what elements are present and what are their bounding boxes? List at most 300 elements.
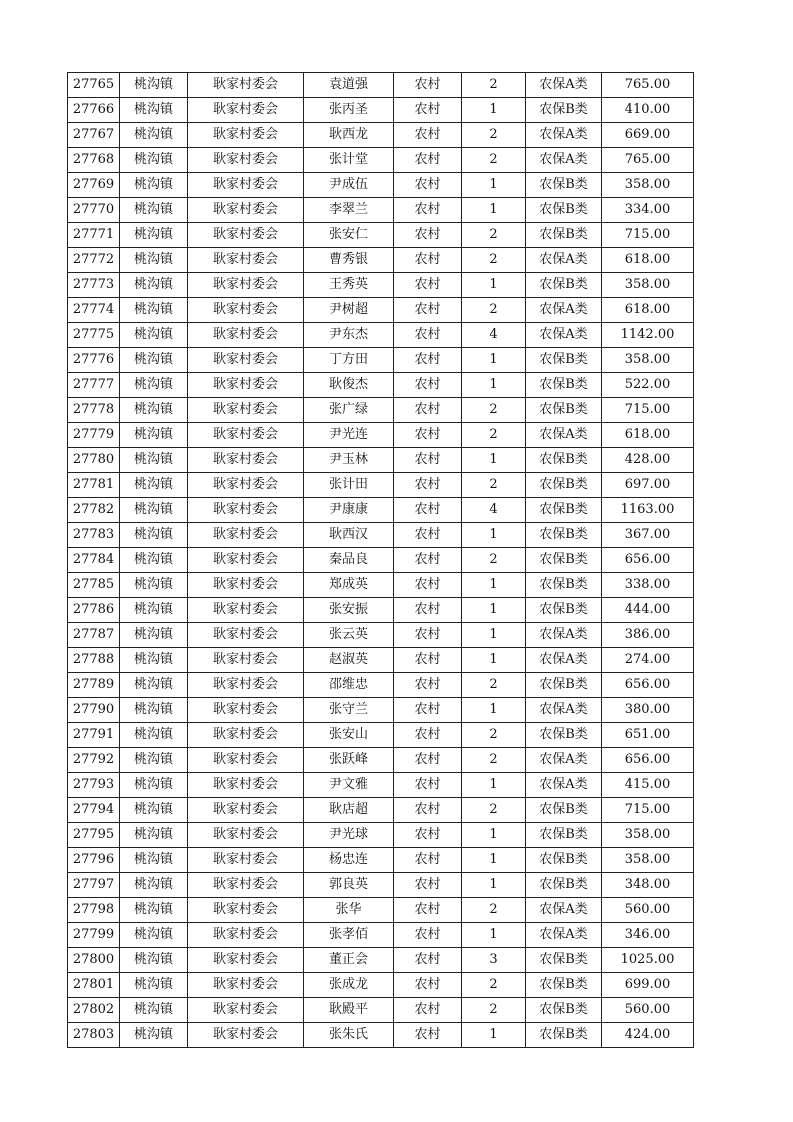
record-id-cell: 27794 xyxy=(68,798,120,823)
record-id-cell: 27802 xyxy=(68,998,120,1023)
table-row xyxy=(68,248,694,273)
person-name-cell: 耿西龙 xyxy=(304,123,394,148)
residence-type-cell: 农村 xyxy=(394,473,462,498)
person-name-cell: 张云英 xyxy=(304,623,394,648)
residence-type-cell: 农村 xyxy=(394,423,462,448)
village-committee-cell: 耿家村委会 xyxy=(188,323,304,348)
village-committee-cell: 耿家村委会 xyxy=(188,98,304,123)
household-size-cell: 1 xyxy=(462,173,526,198)
person-name-cell: 袁道强 xyxy=(304,73,394,98)
household-size-cell: 1 xyxy=(462,648,526,673)
person-name-cell: 耿西汉 xyxy=(304,523,394,548)
town-cell: 桃沟镇 xyxy=(120,848,188,873)
person-name-cell: 张计田 xyxy=(304,473,394,498)
person-name-cell: 耿殿平 xyxy=(304,998,394,1023)
insurance-category-cell: 农保A类 xyxy=(526,748,602,773)
table-row xyxy=(68,948,694,973)
residence-type-cell: 农村 xyxy=(394,73,462,98)
town-cell: 桃沟镇 xyxy=(120,523,188,548)
table-row xyxy=(68,298,694,323)
town-cell: 桃沟镇 xyxy=(120,323,188,348)
town-cell: 桃沟镇 xyxy=(120,473,188,498)
town-cell: 桃沟镇 xyxy=(120,98,188,123)
amount-cell: 415.00 xyxy=(602,773,694,798)
village-committee-cell: 耿家村委会 xyxy=(188,723,304,748)
town-cell: 桃沟镇 xyxy=(120,173,188,198)
amount-cell: 651.00 xyxy=(602,723,694,748)
household-size-cell: 1 xyxy=(462,823,526,848)
amount-cell: 358.00 xyxy=(602,348,694,373)
insurance-category-cell: 农保B类 xyxy=(526,523,602,548)
town-cell: 桃沟镇 xyxy=(120,1023,188,1048)
residence-type-cell: 农村 xyxy=(394,373,462,398)
record-id-cell: 27781 xyxy=(68,473,120,498)
town-cell: 桃沟镇 xyxy=(120,298,188,323)
village-committee-cell: 耿家村委会 xyxy=(188,673,304,698)
household-size-cell: 2 xyxy=(462,298,526,323)
residence-type-cell: 农村 xyxy=(394,198,462,223)
table-row xyxy=(68,623,694,648)
household-size-cell: 3 xyxy=(462,948,526,973)
residence-type-cell: 农村 xyxy=(394,148,462,173)
table-row xyxy=(68,198,694,223)
record-id-cell: 27795 xyxy=(68,823,120,848)
table-body xyxy=(68,73,694,1048)
residence-type-cell: 农村 xyxy=(394,698,462,723)
insurance-category-cell: 农保A类 xyxy=(526,923,602,948)
record-id-cell: 27769 xyxy=(68,173,120,198)
village-committee-cell: 耿家村委会 xyxy=(188,248,304,273)
town-cell: 桃沟镇 xyxy=(120,998,188,1023)
table-row xyxy=(68,98,694,123)
record-id-cell: 27770 xyxy=(68,198,120,223)
insurance-category-cell: 农保B类 xyxy=(526,173,602,198)
insurance-category-cell: 农保B类 xyxy=(526,573,602,598)
village-committee-cell: 耿家村委会 xyxy=(188,623,304,648)
town-cell: 桃沟镇 xyxy=(120,198,188,223)
village-committee-cell: 耿家村委会 xyxy=(188,123,304,148)
household-size-cell: 2 xyxy=(462,223,526,248)
residence-type-cell: 农村 xyxy=(394,248,462,273)
residence-type-cell: 农村 xyxy=(394,923,462,948)
record-id-cell: 27767 xyxy=(68,123,120,148)
person-name-cell: 曹秀银 xyxy=(304,248,394,273)
table-row xyxy=(68,873,694,898)
person-name-cell: 张华 xyxy=(304,898,394,923)
table-row xyxy=(68,123,694,148)
residence-type-cell: 农村 xyxy=(394,898,462,923)
record-id-cell: 27772 xyxy=(68,248,120,273)
residence-type-cell: 农村 xyxy=(394,273,462,298)
household-size-cell: 2 xyxy=(462,998,526,1023)
household-size-cell: 1 xyxy=(462,773,526,798)
residence-type-cell: 农村 xyxy=(394,973,462,998)
table-row xyxy=(68,973,694,998)
household-size-cell: 2 xyxy=(462,548,526,573)
residence-type-cell: 农村 xyxy=(394,223,462,248)
village-committee-cell: 耿家村委会 xyxy=(188,873,304,898)
record-id-cell: 27766 xyxy=(68,98,120,123)
household-size-cell: 2 xyxy=(462,248,526,273)
household-size-cell: 2 xyxy=(462,748,526,773)
town-cell: 桃沟镇 xyxy=(120,498,188,523)
town-cell: 桃沟镇 xyxy=(120,448,188,473)
person-name-cell: 尹光球 xyxy=(304,823,394,848)
person-name-cell: 邵维忠 xyxy=(304,673,394,698)
town-cell: 桃沟镇 xyxy=(120,248,188,273)
town-cell: 桃沟镇 xyxy=(120,723,188,748)
residence-type-cell: 农村 xyxy=(394,998,462,1023)
table-row xyxy=(68,323,694,348)
insurance-category-cell: 农保B类 xyxy=(526,723,602,748)
amount-cell: 699.00 xyxy=(602,973,694,998)
residence-type-cell: 农村 xyxy=(394,748,462,773)
insurance-category-cell: 农保B类 xyxy=(526,1023,602,1048)
residence-type-cell: 农村 xyxy=(394,298,462,323)
person-name-cell: 丁方田 xyxy=(304,348,394,373)
town-cell: 桃沟镇 xyxy=(120,73,188,98)
record-id-cell: 27774 xyxy=(68,298,120,323)
person-name-cell: 张安山 xyxy=(304,723,394,748)
amount-cell: 656.00 xyxy=(602,673,694,698)
town-cell: 桃沟镇 xyxy=(120,148,188,173)
residence-type-cell: 农村 xyxy=(394,323,462,348)
insurance-category-cell: 农保A类 xyxy=(526,773,602,798)
record-id-cell: 27798 xyxy=(68,898,120,923)
person-name-cell: 尹东杰 xyxy=(304,323,394,348)
amount-cell: 522.00 xyxy=(602,373,694,398)
town-cell: 桃沟镇 xyxy=(120,798,188,823)
residence-type-cell: 农村 xyxy=(394,798,462,823)
household-size-cell: 1 xyxy=(462,198,526,223)
household-size-cell: 1 xyxy=(462,573,526,598)
household-size-cell: 2 xyxy=(462,973,526,998)
insurance-category-cell: 农保B类 xyxy=(526,823,602,848)
residence-type-cell: 农村 xyxy=(394,1023,462,1048)
insurance-category-cell: 农保A类 xyxy=(526,298,602,323)
town-cell: 桃沟镇 xyxy=(120,948,188,973)
person-name-cell: 尹树超 xyxy=(304,298,394,323)
person-name-cell: 秦品良 xyxy=(304,548,394,573)
village-committee-cell: 耿家村委会 xyxy=(188,823,304,848)
town-cell: 桃沟镇 xyxy=(120,623,188,648)
record-id-cell: 27787 xyxy=(68,623,120,648)
village-committee-cell: 耿家村委会 xyxy=(188,348,304,373)
residence-type-cell: 农村 xyxy=(394,573,462,598)
table-row xyxy=(68,573,694,598)
person-name-cell: 郭良英 xyxy=(304,873,394,898)
person-name-cell: 尹康康 xyxy=(304,498,394,523)
household-size-cell: 2 xyxy=(462,798,526,823)
amount-cell: 274.00 xyxy=(602,648,694,673)
person-name-cell: 李翠兰 xyxy=(304,198,394,223)
table-row xyxy=(68,1023,694,1048)
town-cell: 桃沟镇 xyxy=(120,748,188,773)
town-cell: 桃沟镇 xyxy=(120,873,188,898)
household-size-cell: 1 xyxy=(462,273,526,298)
person-name-cell: 张朱氏 xyxy=(304,1023,394,1048)
household-size-cell: 2 xyxy=(462,473,526,498)
residence-type-cell: 农村 xyxy=(394,123,462,148)
person-name-cell: 尹文雅 xyxy=(304,773,394,798)
amount-cell: 358.00 xyxy=(602,848,694,873)
household-size-cell: 1 xyxy=(462,623,526,648)
village-committee-cell: 耿家村委会 xyxy=(188,773,304,798)
village-committee-cell: 耿家村委会 xyxy=(188,173,304,198)
amount-cell: 428.00 xyxy=(602,448,694,473)
table-row xyxy=(68,473,694,498)
household-size-cell: 1 xyxy=(462,873,526,898)
amount-cell: 715.00 xyxy=(602,398,694,423)
insurance-category-cell: 农保B类 xyxy=(526,848,602,873)
residence-type-cell: 农村 xyxy=(394,723,462,748)
record-id-cell: 27771 xyxy=(68,223,120,248)
residence-type-cell: 农村 xyxy=(394,398,462,423)
record-id-cell: 27803 xyxy=(68,1023,120,1048)
amount-cell: 656.00 xyxy=(602,748,694,773)
insurance-category-cell: 农保B类 xyxy=(526,273,602,298)
record-id-cell: 27783 xyxy=(68,523,120,548)
village-committee-cell: 耿家村委会 xyxy=(188,373,304,398)
insurance-category-cell: 农保A类 xyxy=(526,148,602,173)
amount-cell: 1025.00 xyxy=(602,948,694,973)
residence-type-cell: 农村 xyxy=(394,623,462,648)
amount-cell: 1163.00 xyxy=(602,498,694,523)
person-name-cell: 尹光连 xyxy=(304,423,394,448)
village-committee-cell: 耿家村委会 xyxy=(188,498,304,523)
insurance-category-cell: 农保A类 xyxy=(526,248,602,273)
insurance-category-cell: 农保B类 xyxy=(526,498,602,523)
record-id-cell: 27768 xyxy=(68,148,120,173)
table-row xyxy=(68,998,694,1023)
insurance-category-cell: 农保A类 xyxy=(526,323,602,348)
town-cell: 桃沟镇 xyxy=(120,423,188,448)
residence-type-cell: 农村 xyxy=(394,448,462,473)
amount-cell: 386.00 xyxy=(602,623,694,648)
village-committee-cell: 耿家村委会 xyxy=(188,748,304,773)
town-cell: 桃沟镇 xyxy=(120,548,188,573)
insurance-category-cell: 农保A类 xyxy=(526,423,602,448)
town-cell: 桃沟镇 xyxy=(120,573,188,598)
person-name-cell: 杨忠连 xyxy=(304,848,394,873)
residence-type-cell: 农村 xyxy=(394,848,462,873)
amount-cell: 697.00 xyxy=(602,473,694,498)
amount-cell: 410.00 xyxy=(602,98,694,123)
record-id-cell: 27792 xyxy=(68,748,120,773)
residence-type-cell: 农村 xyxy=(394,773,462,798)
village-committee-cell: 耿家村委会 xyxy=(188,523,304,548)
household-size-cell: 1 xyxy=(462,98,526,123)
record-id-cell: 27775 xyxy=(68,323,120,348)
amount-cell: 715.00 xyxy=(602,798,694,823)
amount-cell: 444.00 xyxy=(602,598,694,623)
person-name-cell: 郑成英 xyxy=(304,573,394,598)
residence-type-cell: 农村 xyxy=(394,598,462,623)
village-committee-cell: 耿家村委会 xyxy=(188,223,304,248)
record-id-cell: 27796 xyxy=(68,848,120,873)
amount-cell: 358.00 xyxy=(602,823,694,848)
table-row xyxy=(68,223,694,248)
insurance-category-cell: 农保B类 xyxy=(526,873,602,898)
amount-cell: 618.00 xyxy=(602,423,694,448)
residence-type-cell: 农村 xyxy=(394,173,462,198)
insurance-category-cell: 农保A类 xyxy=(526,898,602,923)
insurance-category-cell: 农保B类 xyxy=(526,448,602,473)
household-size-cell: 1 xyxy=(462,373,526,398)
town-cell: 桃沟镇 xyxy=(120,648,188,673)
record-id-cell: 27799 xyxy=(68,923,120,948)
table-row xyxy=(68,448,694,473)
amount-cell: 358.00 xyxy=(602,173,694,198)
record-id-cell: 27801 xyxy=(68,973,120,998)
residence-type-cell: 农村 xyxy=(394,498,462,523)
person-name-cell: 张跃峰 xyxy=(304,748,394,773)
residence-type-cell: 农村 xyxy=(394,823,462,848)
amount-cell: 669.00 xyxy=(602,123,694,148)
table-row xyxy=(68,498,694,523)
village-committee-cell: 耿家村委会 xyxy=(188,448,304,473)
table-row xyxy=(68,648,694,673)
household-size-cell: 1 xyxy=(462,848,526,873)
table-row xyxy=(68,398,694,423)
record-id-cell: 27782 xyxy=(68,498,120,523)
town-cell: 桃沟镇 xyxy=(120,598,188,623)
person-name-cell: 耿店超 xyxy=(304,798,394,823)
record-id-cell: 27797 xyxy=(68,873,120,898)
village-committee-cell: 耿家村委会 xyxy=(188,473,304,498)
village-committee-cell: 耿家村委会 xyxy=(188,998,304,1023)
table-row xyxy=(68,273,694,298)
village-committee-cell: 耿家村委会 xyxy=(188,1023,304,1048)
residence-type-cell: 农村 xyxy=(394,673,462,698)
table-row xyxy=(68,848,694,873)
person-name-cell: 张守兰 xyxy=(304,698,394,723)
person-name-cell: 耿俊杰 xyxy=(304,373,394,398)
table-row xyxy=(68,148,694,173)
town-cell: 桃沟镇 xyxy=(120,698,188,723)
table-row xyxy=(68,523,694,548)
record-id-cell: 27779 xyxy=(68,423,120,448)
residence-type-cell: 农村 xyxy=(394,98,462,123)
record-id-cell: 27791 xyxy=(68,723,120,748)
household-size-cell: 1 xyxy=(462,1023,526,1048)
insurance-category-cell: 农保B类 xyxy=(526,223,602,248)
town-cell: 桃沟镇 xyxy=(120,823,188,848)
amount-cell: 560.00 xyxy=(602,998,694,1023)
record-id-cell: 27785 xyxy=(68,573,120,598)
table-row xyxy=(68,173,694,198)
insurance-category-cell: 农保B类 xyxy=(526,973,602,998)
village-committee-cell: 耿家村委会 xyxy=(188,798,304,823)
table-row xyxy=(68,548,694,573)
person-name-cell: 张成龙 xyxy=(304,973,394,998)
household-size-cell: 1 xyxy=(462,598,526,623)
insurance-category-cell: 农保B类 xyxy=(526,598,602,623)
person-name-cell: 王秀英 xyxy=(304,273,394,298)
insurance-category-cell: 农保A类 xyxy=(526,648,602,673)
record-id-cell: 27765 xyxy=(68,73,120,98)
village-committee-cell: 耿家村委会 xyxy=(188,923,304,948)
table-row xyxy=(68,748,694,773)
amount-cell: 358.00 xyxy=(602,273,694,298)
person-name-cell: 赵淑英 xyxy=(304,648,394,673)
record-id-cell: 27793 xyxy=(68,773,120,798)
record-id-cell: 27780 xyxy=(68,448,120,473)
village-committee-cell: 耿家村委会 xyxy=(188,948,304,973)
person-name-cell: 张广绿 xyxy=(304,398,394,423)
amount-cell: 346.00 xyxy=(602,923,694,948)
town-cell: 桃沟镇 xyxy=(120,373,188,398)
town-cell: 桃沟镇 xyxy=(120,773,188,798)
amount-cell: 560.00 xyxy=(602,898,694,923)
subsidy-table xyxy=(67,72,694,1048)
town-cell: 桃沟镇 xyxy=(120,348,188,373)
amount-cell: 765.00 xyxy=(602,148,694,173)
household-size-cell: 2 xyxy=(462,898,526,923)
amount-cell: 715.00 xyxy=(602,223,694,248)
person-name-cell: 张孝佰 xyxy=(304,923,394,948)
village-committee-cell: 耿家村委会 xyxy=(188,298,304,323)
record-id-cell: 27778 xyxy=(68,398,120,423)
record-id-cell: 27773 xyxy=(68,273,120,298)
person-name-cell: 尹玉林 xyxy=(304,448,394,473)
town-cell: 桃沟镇 xyxy=(120,223,188,248)
town-cell: 桃沟镇 xyxy=(120,123,188,148)
residence-type-cell: 农村 xyxy=(394,523,462,548)
village-committee-cell: 耿家村委会 xyxy=(188,698,304,723)
record-id-cell: 27777 xyxy=(68,373,120,398)
record-id-cell: 27788 xyxy=(68,648,120,673)
record-id-cell: 27776 xyxy=(68,348,120,373)
insurance-category-cell: 农保A类 xyxy=(526,123,602,148)
household-size-cell: 4 xyxy=(462,498,526,523)
table-row xyxy=(68,348,694,373)
household-size-cell: 2 xyxy=(462,73,526,98)
amount-cell: 367.00 xyxy=(602,523,694,548)
residence-type-cell: 农村 xyxy=(394,648,462,673)
table-row xyxy=(68,923,694,948)
insurance-category-cell: 农保B类 xyxy=(526,473,602,498)
amount-cell: 424.00 xyxy=(602,1023,694,1048)
insurance-category-cell: 农保A类 xyxy=(526,623,602,648)
record-id-cell: 27800 xyxy=(68,948,120,973)
village-committee-cell: 耿家村委会 xyxy=(188,848,304,873)
table-row xyxy=(68,723,694,748)
village-committee-cell: 耿家村委会 xyxy=(188,148,304,173)
village-committee-cell: 耿家村委会 xyxy=(188,573,304,598)
town-cell: 桃沟镇 xyxy=(120,923,188,948)
household-size-cell: 2 xyxy=(462,123,526,148)
insurance-category-cell: 农保B类 xyxy=(526,348,602,373)
household-size-cell: 2 xyxy=(462,673,526,698)
table-row xyxy=(68,598,694,623)
town-cell: 桃沟镇 xyxy=(120,673,188,698)
person-name-cell: 张安振 xyxy=(304,598,394,623)
insurance-category-cell: 农保B类 xyxy=(526,548,602,573)
village-committee-cell: 耿家村委会 xyxy=(188,973,304,998)
table-row xyxy=(68,373,694,398)
village-committee-cell: 耿家村委会 xyxy=(188,598,304,623)
amount-cell: 1142.00 xyxy=(602,323,694,348)
village-committee-cell: 耿家村委会 xyxy=(188,648,304,673)
amount-cell: 618.00 xyxy=(602,248,694,273)
village-committee-cell: 耿家村委会 xyxy=(188,398,304,423)
person-name-cell: 张丙圣 xyxy=(304,98,394,123)
table-row xyxy=(68,423,694,448)
household-size-cell: 2 xyxy=(462,723,526,748)
table-row xyxy=(68,73,694,98)
residence-type-cell: 农村 xyxy=(394,948,462,973)
